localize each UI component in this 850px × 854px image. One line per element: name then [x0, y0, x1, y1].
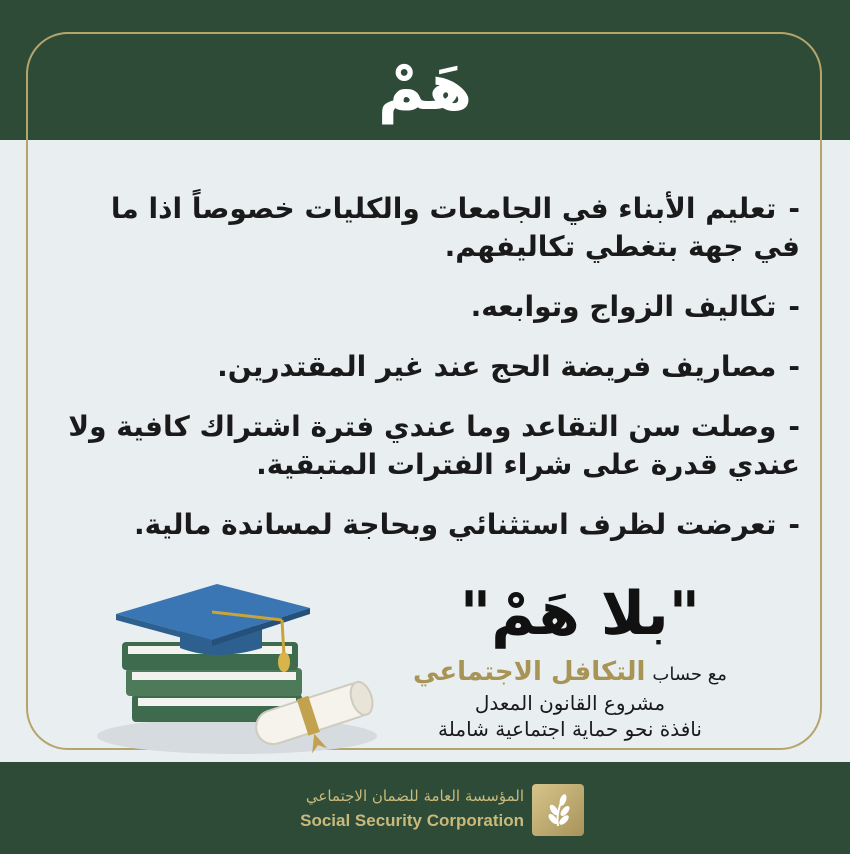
account-line	[380, 656, 760, 691]
list-item	[60, 506, 800, 544]
list-item-text: وصلت سن التقاعد وما عندي فترة اشتراك كافية ولا عندي قدرة على شراء الفترات المتبقية.	[68, 410, 800, 481]
bullet-dash: -	[788, 192, 800, 225]
project-line: مشروع القانون المعدل	[474, 691, 666, 715]
list-item	[60, 190, 800, 266]
account-brand: التكافل الاجتماعي	[413, 657, 646, 687]
slogan: "بلا هَمْ"	[459, 579, 701, 649]
bullet-dash: -	[788, 350, 800, 383]
account-prefix: مع حساب	[652, 664, 727, 685]
wheat-logo-icon	[532, 784, 584, 836]
footer-english-name: Social Security Corporation	[300, 811, 524, 830]
list-item	[60, 408, 800, 484]
list-item-text: مصاريف فريضة الحج عند غير المقتدرين.	[217, 350, 777, 383]
bullet-dash: -	[788, 290, 800, 323]
list-item-text: تعرضت لظرف استثنائي وبحاجة لمساندة مالية.	[134, 508, 777, 541]
tagline: نافذة نحو حماية اجتماعية شاملة	[438, 717, 702, 741]
list-item-text: تعليم الأبناء في الجامعات والكليات خصوصاً اذا ما في جهة بتغطي تكاليفهم.	[110, 192, 800, 263]
graduation-cap-books-diploma-icon	[92, 576, 382, 756]
concerns-list	[60, 190, 800, 566]
list-item-text: تكاليف الزواج وتوابعه.	[470, 290, 777, 323]
bullet-dash: -	[788, 410, 800, 443]
page-title: هَمْ	[377, 51, 473, 125]
list-item	[60, 348, 800, 386]
list-item	[60, 288, 800, 326]
footer-arabic-name: المؤسسة العامة للضمان الاجتماعي	[305, 787, 524, 805]
bullet-dash: -	[788, 508, 800, 541]
